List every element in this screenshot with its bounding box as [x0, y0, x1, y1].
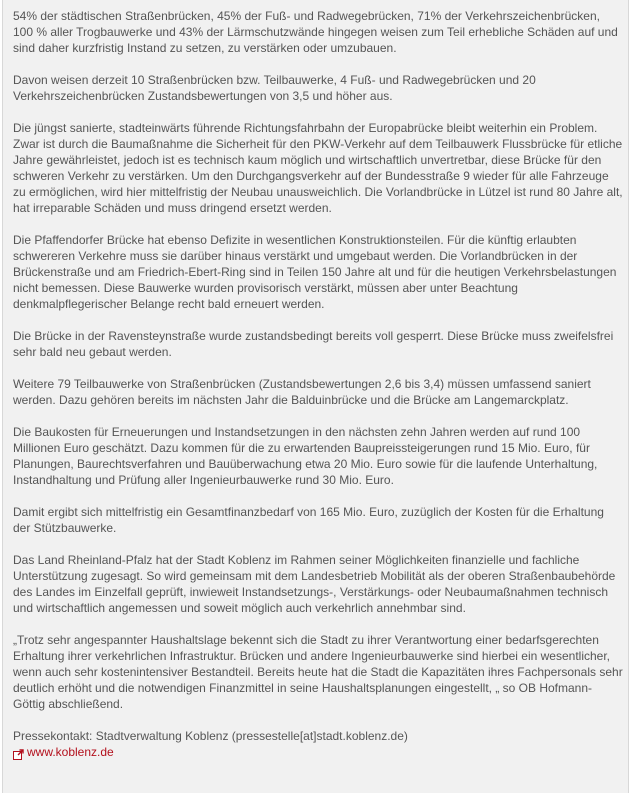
website-link[interactable]: www.koblenz.de: [27, 745, 114, 759]
external-link-icon: [13, 748, 24, 759]
article-paragraph-3: Die jüngst sanierte, stadteinwärts führende Richtungsfahrbahn der Europabrücke bleibt weiterhin ein Problem. Zwar ist durch die Baumaßnahme die Sicherheit für den PKW-Verkehr auf dem Teilbauwerk Flussbrücke für etliche Jahre gewährleistet, jedoch ist es technisch kaum möglich und wirtschaftlich unvertretbar, diese Brücke für den schweren Verkehr zu verstärken. Um den Durchgangsverkehr auf der Bundesstraße 9 wieder für alle Fahrzeuge zu ermöglichen, wird hier mittelfristig der Neubau unausweichlich. Die Vorlandbrücke in Lützel ist rund 80 Jahre alt, hat irreparable Schäden und muss dringend ersetzt werden.: [13, 121, 623, 215]
content-panel: [2, 0, 629, 793]
article-paragraph-1: 54% der städtischen Straßenbrücken, 45% der Fuß- und Radwegebrücken, 71% der Verkehrszeichenbrücken, 100 % aller Trogbauwerke und 43% der Lärmschutzwände hingegen weisen zum Teil erhebliche Schäden auf und sind daher kurzfristig Instand zu setzen, zu verstärken oder umzubauen.: [13, 9, 618, 55]
article-paragraph-2: Davon weisen derzeit 10 Straßenbrücken bzw. Teilbauwerke, 4 Fuß- und Radwegebrücken und 20 Verkehrszeichenbrücken Zustandsbewertungen von 3,5 und höher aus.: [13, 73, 536, 103]
article-paragraph-5: Die Brücke in der Ravensteynstraße wurde zustandsbedingt bereits voll gesperrt. Diese Brücke muss zweifelsfrei sehr bald neu gebaut werden.: [13, 329, 614, 359]
article-paragraph-4: Die Pfaffendorfer Brücke hat ebenso Defizite in wesentlichen Konstruktionsteilen. Für die künftig erlaubten schwereren Verkehre muss sie darüber hinaus verstärkt und umgebaut werden. Die Vorlandbrücken in der Brückenstraße und am Friedrich-Ebert-Ring sind in Teilen 150 Jahre alt und für die heutigen Verkehrsbelastungen nicht bemessen. Diese Bauwerke wurden provisorisch verstärkt, müssen aber unter Beachtung denkmalpflegerischer Belange recht bald erneuert werden.: [13, 233, 617, 311]
website-link-row: [13, 744, 623, 760]
article-paragraph-10: „Trotz sehr angespannter Haushaltslage bekennt sich die Stadt zu ihrer Verantwortung einer bedarfsgerechten Erhaltung ihrer verkehrlichen Infrastruktur. Brücken und andere Ingenieurbauwerke sind hierbei ein wesentlicher, wenn auch sehr kostenintensiver Bestandteil. Bereits heute hat die Stadt die Kapazitäten ihres Fachpersonals sehr deutlich erhöht und die notwendigen Finanzmittel in seine Haushaltsplanungen eingestellt, „ so OB Hofmann-Göttig abschließend.: [13, 633, 623, 711]
article-paragraph-8: Damit ergibt sich mittelfristig ein Gesamtfinanzbedarf von 165 Mio. Euro, zuzüglich der Kosten für die Erhaltung der Stützbauwerke.: [13, 505, 604, 535]
article-paragraph-9: Das Land Rheinland-Pfalz hat der Stadt Koblenz im Rahmen seiner Möglichkeiten finanzielle und fachliche Unterstützung zugesagt. So wird gemeinsam mit dem Landesbetrieb Mobilität als der oberen Straßenbaubehörde des Landes im Einzelfall geprüft, inwieweit Instandsetzungs-, Verstärkungs- oder Neubaumaßnahmen technisch und wirtschaftlich angemessen und soweit möglich auch verkehrlich annehmbar sind.: [13, 553, 616, 615]
article-paragraph-7: Die Baukosten für Erneuerungen und Instandsetzungen in den nächsten zehn Jahren werden auf rund 100 Millionen Euro geschätzt. Dazu kommen für die zu erwartenden Baupreissteigerungen rund 15 Mio. Euro, für Planungen, Baurechtsverfahren und Bauüberwachung etwa 20 Mio. Euro sowie für die laufende Unterhaltung, Instandhaltung und Prüfung aller Ingenieurbauwerke rund 30 Mio. Euro.: [13, 425, 598, 487]
press-contact: Pressekontakt: Stadtverwaltung Koblenz (pressestelle[at]stadt.koblenz.de): [13, 729, 408, 743]
article-body: [13, 8, 623, 760]
article-paragraph-6: Weitere 79 Teilbauwerke von Straßenbrücken (Zustandsbewertungen 2,6 bis 3,4) müssen umfassend saniert werden. Dazu gehören bereits im nächsten Jahr die Balduinbrücke und die Brücke am Langemarckplatz.: [13, 377, 591, 407]
